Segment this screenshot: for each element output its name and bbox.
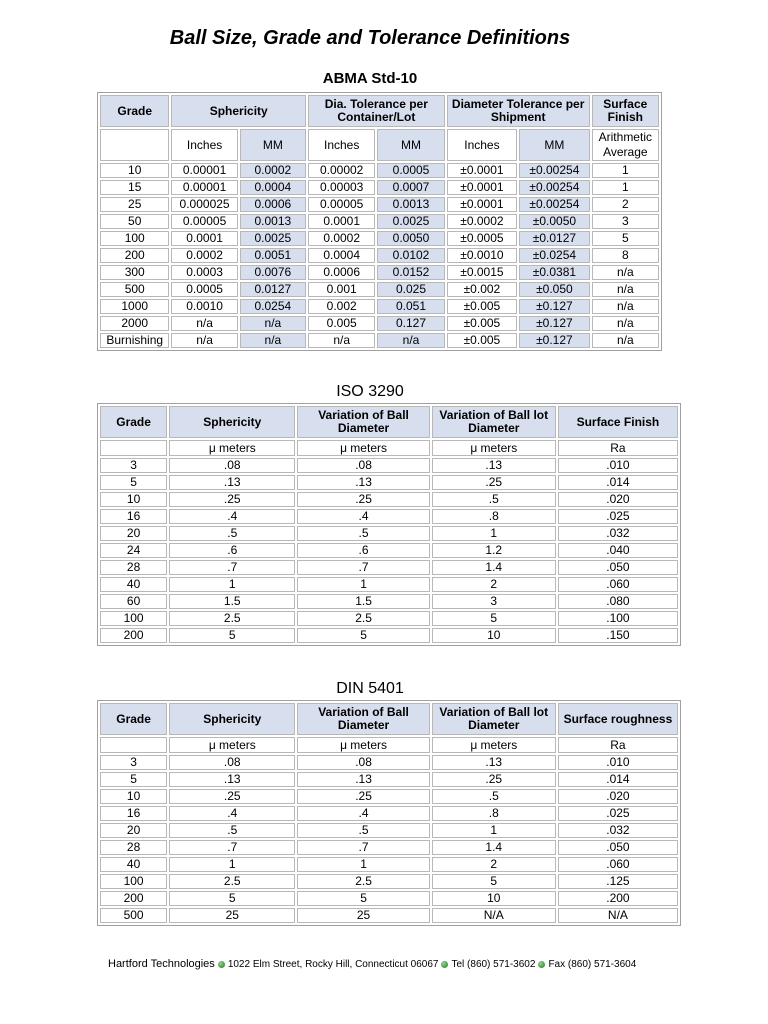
abma-cell: ±0.0015 (447, 265, 517, 280)
abma-cell: 0.0254 (240, 299, 306, 314)
abma-cell: 0.001 (308, 282, 375, 297)
din-cell: .8 (432, 806, 556, 821)
din-cell: 28 (100, 840, 167, 855)
iso-cell: 1 (297, 577, 429, 592)
iso-subheader-cell: μ meters (169, 440, 295, 456)
abma-row (100, 248, 659, 263)
abma-cell: 0.00005 (308, 197, 375, 212)
din-row (100, 908, 678, 923)
abma-subheader-cell: Inches (447, 129, 517, 161)
iso-cell: .13 (432, 458, 556, 473)
din-cell: 10 (100, 789, 167, 804)
abma-cell: n/a (377, 333, 444, 348)
iso-cell: 28 (100, 560, 167, 575)
iso-cell: .010 (558, 458, 678, 473)
din-cell: 5 (100, 772, 167, 787)
abma-cell: 0.0050 (377, 231, 444, 246)
iso-row (100, 475, 678, 490)
abma-cell: 0.00003 (308, 180, 375, 195)
abma-cell: ±0.0010 (447, 248, 517, 263)
iso-cell: .4 (297, 509, 429, 524)
iso-cell: 24 (100, 543, 167, 558)
abma-cell: 5 (592, 231, 659, 246)
din-cell: .13 (432, 755, 556, 770)
page-title: Ball Size, Grade and Tolerance Definitions (169, 27, 571, 49)
abma-row (100, 180, 659, 195)
din-subheader-row (100, 737, 678, 753)
iso-header-sphericity: Sphericity (169, 406, 295, 438)
iso-row (100, 560, 678, 575)
iso-cell: .040 (558, 543, 678, 558)
abma-body (100, 163, 659, 348)
abma-cell: n/a (240, 316, 306, 331)
abma-cell: n/a (592, 333, 659, 348)
din-cell: .7 (169, 840, 295, 855)
abma-cell: 0.0025 (377, 214, 444, 229)
iso-subheader-cell: μ meters (432, 440, 556, 456)
abma-subheader-cell: Inches (171, 129, 237, 161)
iso-cell: .13 (297, 475, 429, 490)
iso-cell: .4 (169, 509, 295, 524)
din-row (100, 874, 678, 889)
abma-cell: 0.0002 (308, 231, 375, 246)
iso-cell: .13 (169, 475, 295, 490)
iso-cell: 2 (432, 577, 556, 592)
abma-cell: n/a (592, 299, 659, 314)
abma-cell: 0.0005 (171, 282, 237, 297)
abma-cell: n/a (592, 282, 659, 297)
abma-cell: 200 (100, 248, 169, 263)
din-cell: 200 (100, 891, 167, 906)
bullet-icon (538, 961, 545, 968)
iso-header-lot-variation: Variation of Ball lot Diameter (432, 406, 556, 438)
abma-cell: ±0.127 (519, 299, 589, 314)
abma-cell: ±0.002 (447, 282, 517, 297)
din-cell: 2.5 (297, 874, 429, 889)
abma-cell: 0.0102 (377, 248, 444, 263)
din-subheader-cell (100, 737, 167, 753)
din-subheader-cell: μ meters (169, 737, 295, 753)
din-cell: 5 (169, 891, 295, 906)
abma-cell: n/a (171, 333, 237, 348)
iso-cell: 200 (100, 628, 167, 643)
abma-cell: 100 (100, 231, 169, 246)
iso-cell: .080 (558, 594, 678, 609)
abma-cell: ±0.00254 (519, 180, 589, 195)
abma-row (100, 265, 659, 280)
iso-cell: 3 (432, 594, 556, 609)
iso-subheader-cell: Ra (558, 440, 678, 456)
abma-cell: 0.0001 (171, 231, 237, 246)
iso-cell: 1 (432, 526, 556, 541)
abma-cell: n/a (592, 265, 659, 280)
iso-cell: .025 (558, 509, 678, 524)
din-cell: .060 (558, 857, 678, 872)
iso-heading: ISO 3290 (336, 383, 404, 400)
iso-cell: .032 (558, 526, 678, 541)
footer-tel: Tel (860) 571-3602 (451, 959, 536, 970)
din-cell: 1 (297, 857, 429, 872)
din-cell: 5 (432, 874, 556, 889)
iso-row (100, 458, 678, 473)
din-subheader-cell: Ra (558, 737, 678, 753)
din-header-surface-roughness: Surface roughness (558, 703, 678, 735)
iso-cell: .08 (297, 458, 429, 473)
iso-row (100, 577, 678, 592)
din-cell: N/A (558, 908, 678, 923)
iso-cell: .08 (169, 458, 295, 473)
abma-row (100, 333, 659, 348)
abma-cell: 0.00005 (171, 214, 237, 229)
iso-cell: 1.5 (297, 594, 429, 609)
abma-cell: 0.0152 (377, 265, 444, 280)
abma-row (100, 163, 659, 178)
din-cell: .032 (558, 823, 678, 838)
iso-cell: .100 (558, 611, 678, 626)
iso-subheader-cell: μ meters (297, 440, 429, 456)
abma-header-container-tolerance: Dia. Tolerance per Container/Lot (308, 95, 445, 127)
din-cell: .020 (558, 789, 678, 804)
din-row (100, 823, 678, 838)
din-row (100, 891, 678, 906)
din-row (100, 772, 678, 787)
footer-address: 1022 Elm Street, Rocky Hill, Connecticut 06067 (227, 959, 439, 970)
iso-table (97, 403, 681, 646)
abma-cell: 0.002 (308, 299, 375, 314)
din-cell: .7 (297, 840, 429, 855)
din-cell: .25 (169, 789, 295, 804)
abma-cell: ±0.0127 (519, 231, 589, 246)
iso-cell: 60 (100, 594, 167, 609)
din-cell: .4 (297, 806, 429, 821)
iso-row (100, 594, 678, 609)
din-row (100, 789, 678, 804)
iso-row (100, 526, 678, 541)
abma-row (100, 316, 659, 331)
iso-cell: 5 (297, 628, 429, 643)
abma-subheader-cell (100, 129, 169, 161)
abma-cell: ±0.005 (447, 299, 517, 314)
abma-cell: n/a (308, 333, 375, 348)
din-header-ball-variation: Variation of Ball Diameter (297, 703, 429, 735)
iso-body (100, 458, 678, 643)
abma-cell: ±0.0001 (447, 180, 517, 195)
din-cell: 2 (432, 857, 556, 872)
din-cell: 100 (100, 874, 167, 889)
din-cell: 2.5 (169, 874, 295, 889)
din-cell: 25 (169, 908, 295, 923)
abma-cell: 2 (592, 197, 659, 212)
din-header-sphericity: Sphericity (169, 703, 295, 735)
abma-cell: 0.000025 (171, 197, 237, 212)
iso-cell: .060 (558, 577, 678, 592)
abma-cell: 15 (100, 180, 169, 195)
abma-cell: 2000 (100, 316, 169, 331)
din-cell: 16 (100, 806, 167, 821)
iso-cell: 3 (100, 458, 167, 473)
din-heading: DIN 5401 (336, 680, 404, 697)
din-header-lot-variation: Variation of Ball lot Diameter (432, 703, 556, 735)
abma-cell: 8 (592, 248, 659, 263)
din-cell: 20 (100, 823, 167, 838)
abma-row (100, 231, 659, 246)
iso-cell: 10 (100, 492, 167, 507)
abma-cell: 0.0002 (171, 248, 237, 263)
footer-company: Hartford Technologies (108, 958, 215, 970)
din-cell: .08 (169, 755, 295, 770)
iso-cell: .8 (432, 509, 556, 524)
din-cell: .25 (432, 772, 556, 787)
abma-cell: ±0.0001 (447, 197, 517, 212)
abma-subheader-cell: Inches (308, 129, 375, 161)
iso-cell: .050 (558, 560, 678, 575)
din-cell: .025 (558, 806, 678, 821)
abma-cell: 0.00002 (308, 163, 375, 178)
abma-header-sphericity: Sphericity (171, 95, 306, 127)
abma-cell: 0.0007 (377, 180, 444, 195)
din-subheader-cell: μ meters (432, 737, 556, 753)
iso-cell: .7 (297, 560, 429, 575)
din-cell: 1 (432, 823, 556, 838)
footer (108, 958, 636, 970)
abma-cell: 0.0013 (240, 214, 306, 229)
din-cell: 40 (100, 857, 167, 872)
din-table (97, 700, 681, 926)
din-cell: .25 (297, 789, 429, 804)
iso-cell: 100 (100, 611, 167, 626)
iso-cell: .6 (297, 543, 429, 558)
iso-cell: 20 (100, 526, 167, 541)
abma-subheader-cell: MM (519, 129, 589, 161)
din-cell: 25 (297, 908, 429, 923)
iso-cell: .020 (558, 492, 678, 507)
iso-cell: 5 (100, 475, 167, 490)
abma-cell: ±0.00254 (519, 163, 589, 178)
abma-cell: ±0.0050 (519, 214, 589, 229)
iso-cell: .5 (297, 526, 429, 541)
abma-cell: ±0.005 (447, 333, 517, 348)
abma-cell: 0.0013 (377, 197, 444, 212)
din-cell: .4 (169, 806, 295, 821)
abma-cell: 0.0025 (240, 231, 306, 246)
abma-cell: 300 (100, 265, 169, 280)
din-cell: 500 (100, 908, 167, 923)
abma-cell: 0.0051 (240, 248, 306, 263)
abma-subheader-cell: MM (377, 129, 444, 161)
din-cell: .050 (558, 840, 678, 855)
abma-cell: ±0.127 (519, 316, 589, 331)
iso-cell: 1 (169, 577, 295, 592)
din-row (100, 755, 678, 770)
abma-cell: n/a (592, 316, 659, 331)
abma-cell: 1000 (100, 299, 169, 314)
iso-cell: .25 (169, 492, 295, 507)
din-cell: .5 (297, 823, 429, 838)
iso-row (100, 509, 678, 524)
iso-subheader-cell (100, 440, 167, 456)
din-cell: 10 (432, 891, 556, 906)
abma-cell: ±0.050 (519, 282, 589, 297)
iso-cell: .014 (558, 475, 678, 490)
iso-cell: 2.5 (297, 611, 429, 626)
abma-cell: ±0.127 (519, 333, 589, 348)
din-cell: .200 (558, 891, 678, 906)
iso-cell: .25 (297, 492, 429, 507)
din-cell: 1.4 (432, 840, 556, 855)
iso-cell: 16 (100, 509, 167, 524)
din-cell: .125 (558, 874, 678, 889)
abma-cell: 10 (100, 163, 169, 178)
abma-row (100, 214, 659, 229)
iso-header-surface-finish: Surface Finish (558, 406, 678, 438)
abma-heading: ABMA Std-10 (322, 70, 418, 87)
din-cell: .5 (169, 823, 295, 838)
iso-cell: 40 (100, 577, 167, 592)
abma-cell: 0.0006 (308, 265, 375, 280)
footer-fax: Fax (860) 571-3604 (548, 959, 637, 970)
din-subheader-cell: μ meters (297, 737, 429, 753)
din-row (100, 806, 678, 821)
abma-cell: n/a (240, 333, 306, 348)
din-row (100, 840, 678, 855)
din-cell: .13 (297, 772, 429, 787)
iso-cell: .150 (558, 628, 678, 643)
abma-cell: 0.0076 (240, 265, 306, 280)
din-cell: .014 (558, 772, 678, 787)
din-cell: .5 (432, 789, 556, 804)
abma-cell: 500 (100, 282, 169, 297)
abma-cell: 0.051 (377, 299, 444, 314)
abma-cell: 3 (592, 214, 659, 229)
din-cell: 3 (100, 755, 167, 770)
din-row (100, 857, 678, 872)
din-cell: .08 (297, 755, 429, 770)
abma-cell: 0.025 (377, 282, 444, 297)
abma-cell: 0.0006 (240, 197, 306, 212)
abma-cell: 0.0001 (308, 214, 375, 229)
iso-row (100, 611, 678, 626)
abma-header-grade: Grade (100, 95, 169, 127)
abma-cell: 0.0003 (171, 265, 237, 280)
abma-cell: 0.0010 (171, 299, 237, 314)
iso-subheader-row (100, 440, 678, 456)
abma-cell: 0.00001 (171, 180, 237, 195)
abma-row (100, 282, 659, 297)
abma-cell: 0.0005 (377, 163, 444, 178)
abma-subheader-row (100, 129, 659, 161)
abma-cell: ±0.0381 (519, 265, 589, 280)
abma-cell: 0.0004 (308, 248, 375, 263)
abma-cell: 0.00001 (171, 163, 237, 178)
iso-cell: 1.4 (432, 560, 556, 575)
iso-cell: 1.2 (432, 543, 556, 558)
bullet-icon (441, 961, 448, 968)
abma-subheader-cell: Arithmetic Average (592, 129, 659, 161)
iso-header-ball-variation: Variation of Ball Diameter (297, 406, 429, 438)
abma-cell: 0.0004 (240, 180, 306, 195)
abma-table (97, 92, 662, 351)
din-cell: N/A (432, 908, 556, 923)
abma-cell: 1 (592, 180, 659, 195)
abma-cell: ±0.0254 (519, 248, 589, 263)
abma-cell: ±0.005 (447, 316, 517, 331)
abma-cell: 0.0127 (240, 282, 306, 297)
abma-cell: 1 (592, 163, 659, 178)
abma-cell: 25 (100, 197, 169, 212)
abma-subheader-cell: MM (240, 129, 306, 161)
abma-cell: ±0.0001 (447, 163, 517, 178)
iso-cell: .25 (432, 475, 556, 490)
iso-header-grade: Grade (100, 406, 167, 438)
iso-row (100, 492, 678, 507)
iso-cell: .6 (169, 543, 295, 558)
din-cell: .010 (558, 755, 678, 770)
din-cell: .13 (169, 772, 295, 787)
abma-cell: 0.127 (377, 316, 444, 331)
iso-cell: .5 (432, 492, 556, 507)
din-cell: 1 (169, 857, 295, 872)
abma-cell: ±0.00254 (519, 197, 589, 212)
abma-row (100, 197, 659, 212)
din-header-grade: Grade (100, 703, 167, 735)
bullet-icon (218, 961, 225, 968)
abma-cell: 0.0002 (240, 163, 306, 178)
iso-row (100, 543, 678, 558)
abma-header-shipment-tolerance: Diameter Tolerance per Shipment (447, 95, 590, 127)
abma-cell: ±0.0002 (447, 214, 517, 229)
din-cell: 5 (297, 891, 429, 906)
iso-cell: 2.5 (169, 611, 295, 626)
iso-cell: .5 (169, 526, 295, 541)
abma-row (100, 299, 659, 314)
din-body (100, 755, 678, 923)
abma-cell: ±0.0005 (447, 231, 517, 246)
abma-cell: 0.005 (308, 316, 375, 331)
iso-cell: 1.5 (169, 594, 295, 609)
iso-cell: .7 (169, 560, 295, 575)
iso-cell: 5 (432, 611, 556, 626)
abma-cell: n/a (171, 316, 237, 331)
iso-row (100, 628, 678, 643)
iso-cell: 10 (432, 628, 556, 643)
abma-cell: Burnishing (100, 333, 169, 348)
abma-header-surface-finish: Surface Finish (592, 95, 659, 127)
abma-cell: 50 (100, 214, 169, 229)
iso-cell: 5 (169, 628, 295, 643)
